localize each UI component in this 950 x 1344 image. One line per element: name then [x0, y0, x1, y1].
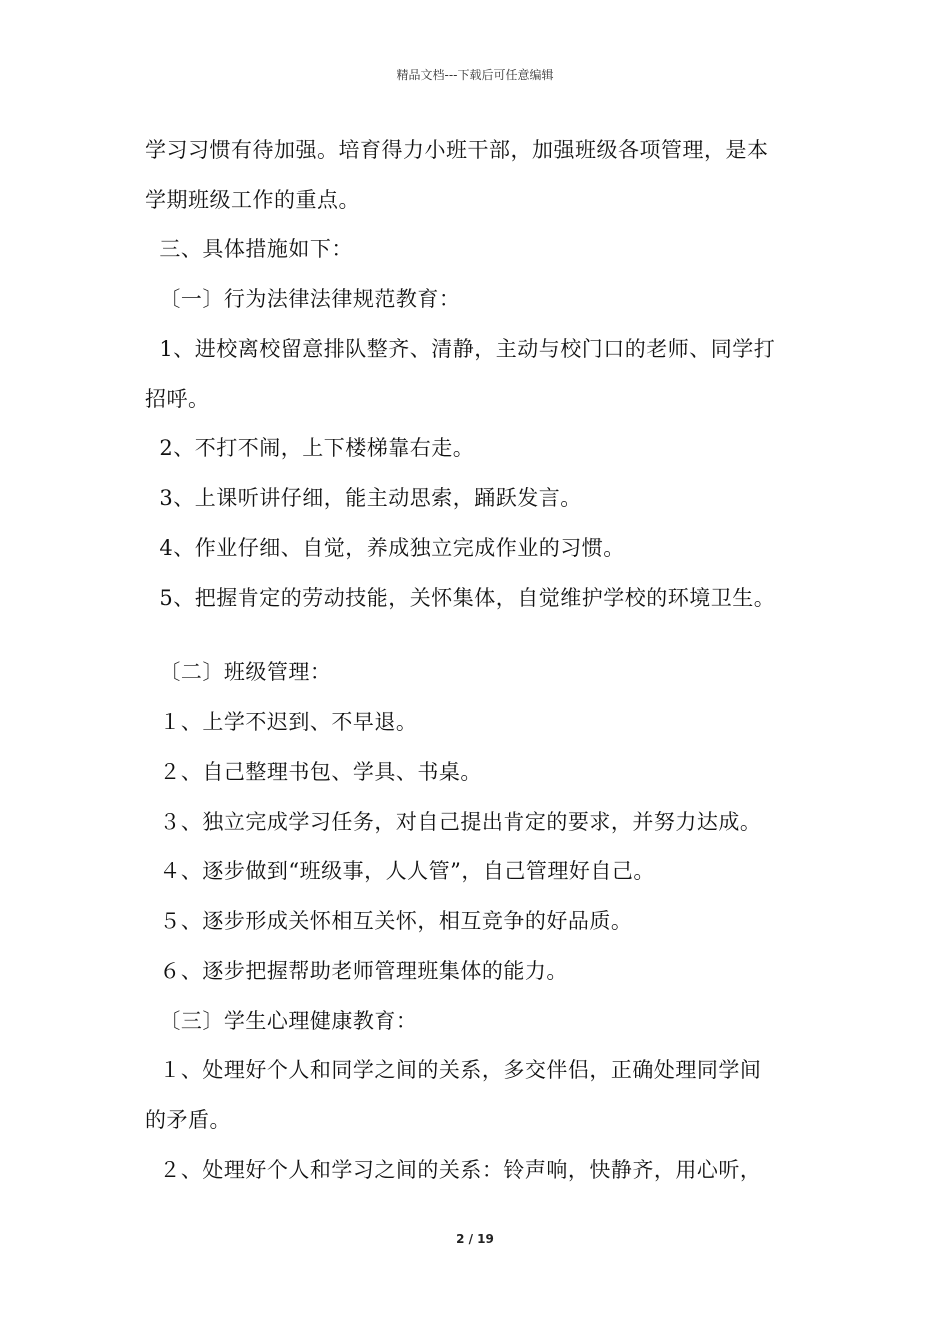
subsection-heading: 〔三〕学生心理健康教育： [145, 1009, 418, 1033]
list-item: 4、作业仔细、自觉，养成独立完成作业的习惯。 [145, 536, 625, 560]
list-item: ５、逐步形成关怀相互关怀，相互竞争的好品质。 [145, 909, 633, 933]
list-item: １、处理好个人和同学之间的关系，多交伴侣，正确处理同学间 [145, 1058, 762, 1082]
paragraph-line: 学习习惯有待加强。培育得力小班干部，加强班级各项管理，是本 [145, 138, 769, 162]
list-item: 3、上课听讲仔细，能主动思索，踊跃发言。 [145, 486, 582, 510]
list-item: ４、逐步做到“班级事，人人管”，自己管理好自己。 [145, 859, 655, 883]
paragraph-line: 招呼。 [145, 387, 210, 411]
page-number: 2 / 19 [456, 1232, 494, 1246]
paragraph-line: 学期班级工作的重点。 [145, 188, 360, 212]
list-item: ２、处理好个人和学习之间的关系：铃声响，快静齐，用心听， [145, 1158, 762, 1182]
page-header: 精品文档---下载后可任意编辑 [396, 68, 554, 82]
list-item: 1、进校离校留意排队整齐、清静，主动与校门口的老师、同学打 [145, 337, 776, 361]
paragraph-line: 的矛盾。 [145, 1108, 231, 1132]
list-item: 2、不打不闹，上下楼梯靠右走。 [145, 436, 475, 460]
subsection-heading: 〔二〕班级管理： [145, 660, 332, 684]
section-heading: 三、具体措施如下： [145, 237, 353, 261]
subsection-heading: 〔一〕行为法律法律规范教育： [145, 287, 461, 311]
list-item: ２、自己整理书包、学具、书桌。 [145, 760, 482, 784]
list-item: １、上学不迟到、不早退。 [145, 710, 418, 734]
list-item: ３、独立完成学习任务，对自己提出肯定的要求，并努力达成。 [145, 810, 762, 834]
list-item: 5、把握肯定的劳动技能，关怀集体，自觉维护学校的环境卫生。 [145, 586, 776, 610]
list-item: ６、逐步把握帮助老师管理班集体的能力。 [145, 959, 568, 983]
